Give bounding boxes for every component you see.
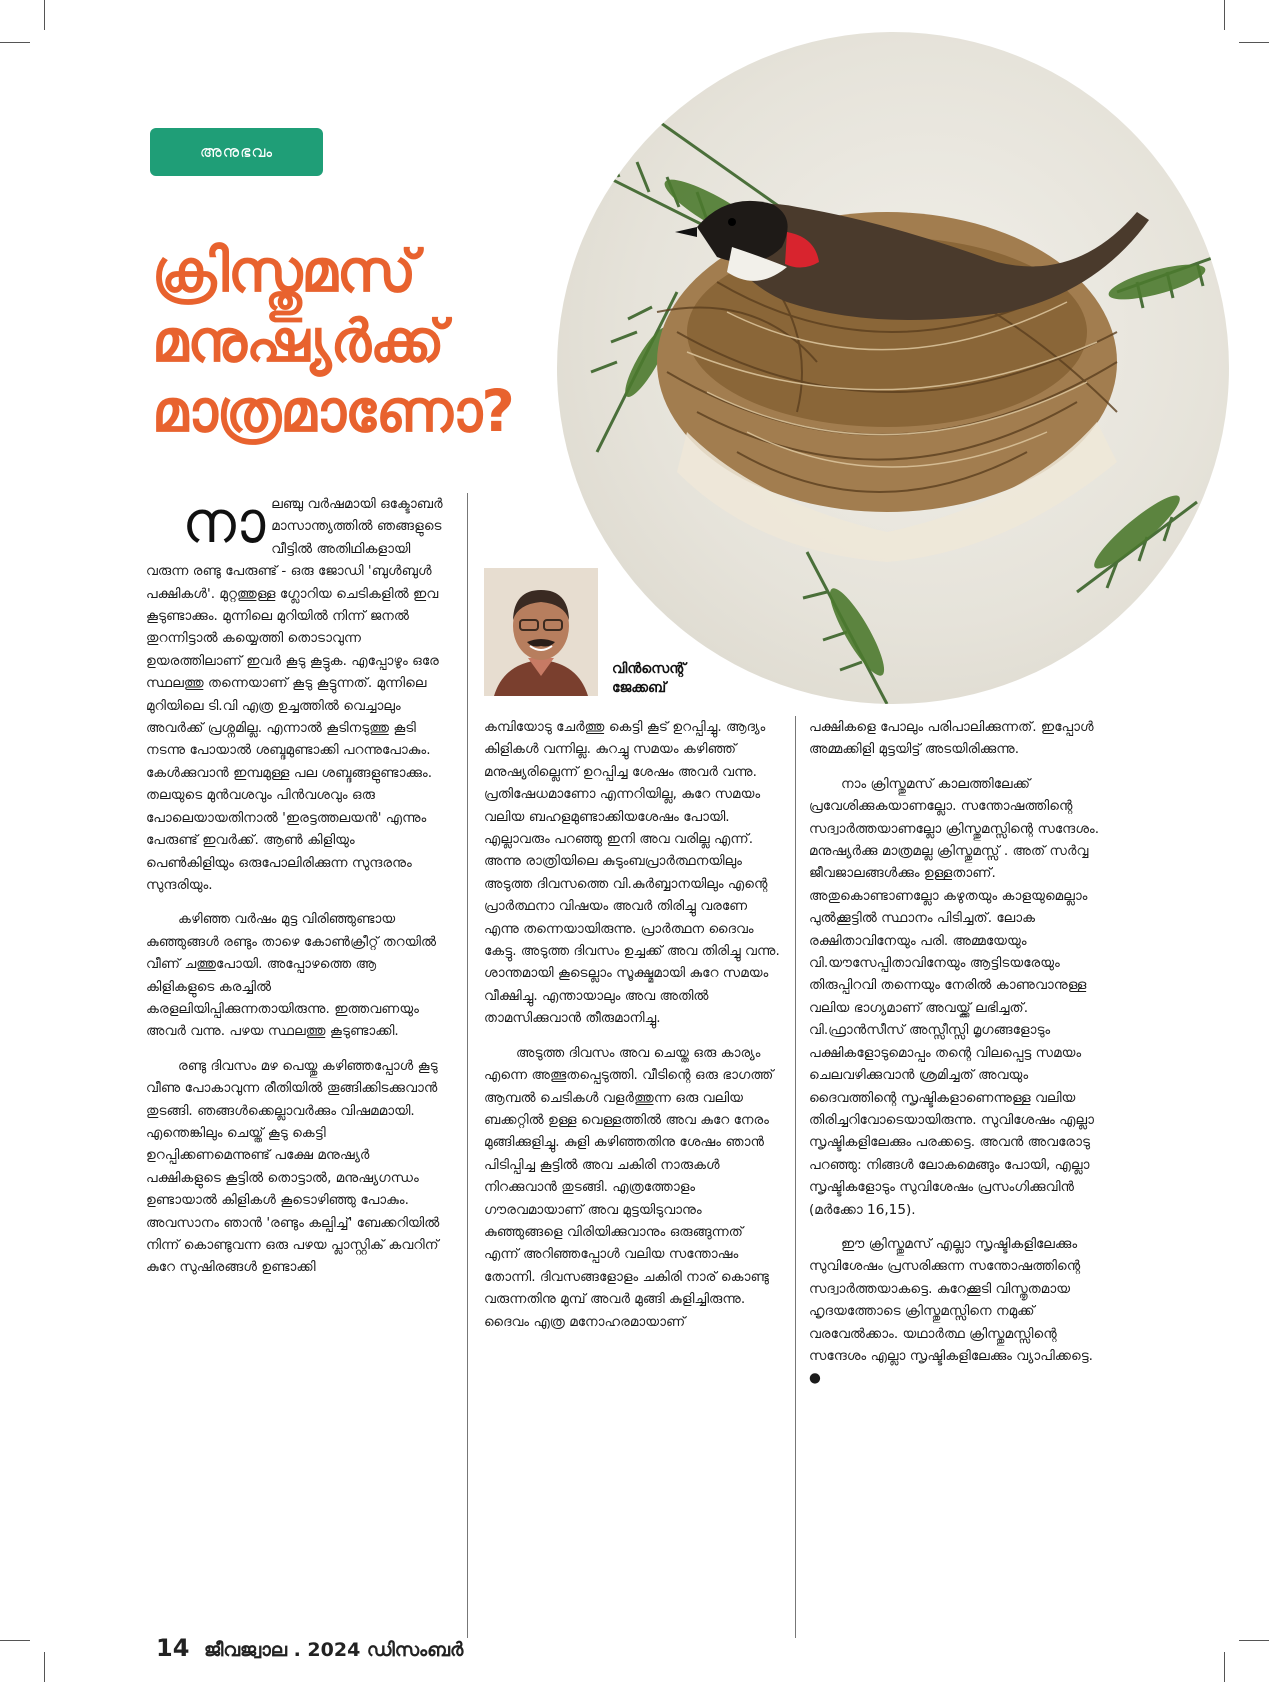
crop-mark xyxy=(44,1652,45,1682)
author-name-line: വിൻസെന്റ് xyxy=(612,661,686,677)
article-paragraph: ഈ ക്രിസ്തുമസ് എല്ലാ സൃഷ്ടികളിലേക്കും സുവിശേഷം പ്രസരിക്കുന്ന സന്തോഷത്തിന്റെ സദ്വാർത്തയാകട്ടെ. കുറേക്കൂടി വിസ്തൃതമായ ഹൃദയത്തോടെ ക്രിസ്തുമസ്സിനെ നമുക്ക് വരവേൽക്കാം. യഥാർത്ഥ ക്രിസ്തുമസ്സിന്റെ സന്ദേശം എല്ലാ സൃഷ്ടികളിലേക്കും വ്യാപിക്കട്ടെ. ● xyxy=(809,1235,1093,1387)
bulbul-nest-photo xyxy=(557,32,1229,704)
headline-line: മനുഷ്യർക്ക് xyxy=(152,307,444,375)
magazine-issue: ജീവജ്വാല . 2024 ഡിസംബർ xyxy=(204,1639,464,1661)
article-paragraph: അടുത്ത ദിവസം അവ ചെയ്ത ഒരു കാര്യം എന്നെ അത്ഭുതപ്പെടുത്തി. വീടിന്റെ ഒരു ഭാഗത്ത് ആമ്പൽ ചെടികൾ വളർത്തുന്ന ഒരു വലിയ ബക്കറ്റിൽ ഉള്ള വെള്ളത്തിൽ അവ കുറേ നേരം മുങ്ങിക്കുളിച്ചു. കുളി കഴിഞ്ഞതിനു ശേഷം ഞാൻ പിടിപ്പിച്ച കൂട്ടിൽ അവ ചകിരി നാരുകൾ നിറക്കുവാൻ തുടങ്ങി. എത്രത്തോളം ഗൗരവമായാണ് അവ മുട്ടയിടുവാനും കുഞ്ഞുങ്ങളെ വിരിയിക്കുവാനും ഒരുങ്ങുന്നത് എന്ന് അറിഞ്ഞപ്പോൾ വലിയ സന്തോഷം തോന്നി. ദിവസങ്ങളോളം ചകിരി നാര് കൊണ്ടു വരുന്നതിനു മുമ്പ് അവർ മുങ്ങി കുളിച്ചിരുന്നു. ദൈവം എത്ര മനോഹരമായാണ് xyxy=(484,1044,774,1330)
article-column-2 xyxy=(484,716,780,1345)
headline-line: ക്രിസ്തുമസ് xyxy=(152,237,416,305)
crop-mark xyxy=(44,0,45,30)
crop-mark xyxy=(1239,1640,1269,1641)
article-paragraph: രണ്ടു ദിവസം മഴ പെയ്തു കഴിഞ്ഞപ്പോൾ കൂടു വീണു പോകാവുന്ന രീതിയിൽ തൂങ്ങിക്കിടക്കുവാൻ തുടങ്ങി. ഞങ്ങൾക്കെല്ലാവർക്കും വിഷമമായി. എന്തെങ്കിലും ചെയ്ത് കൂടു കെട്ടി ഉറപ്പിക്കണമെന്നുണ്ട് പക്ഷേ മനുഷ്യർ പക്ഷികളുടെ കൂട്ടിൽ തൊട്ടാൽ, മനുഷ്യഗന്ധം ഉണ്ടായാൽ കിളികൾ കൂടൊഴിഞ്ഞു പോകും. അവസാനം ഞാൻ 'രണ്ടും കല്പിച്ച്' ബേക്കറിയിൽ നിന്ന് കൊണ്ടുവന്ന ഒരു പഴയ പ്ലാസ്റ്റിക് കവറിന് കുറേ സുഷിരങ്ങൾ ഉണ്ടാക്കി xyxy=(146,1057,440,1276)
crop-mark xyxy=(1239,42,1269,43)
article-paragraph xyxy=(146,488,446,896)
paragraph-text: ലഞ്ചു വർഷമായി ഒക്ടോബർ മാസാന്ത്യത്തിൽ ഞങ്ങളുടെ വീട്ടിൽ അതിഥികളായി വരുന്ന രണ്ടു പേരുണ്ട് - ഒരു ജോഡി 'ബുൾബുൾ പക്ഷികൾ'. മുറ്റത്തുള്ള ഗ്ലോറിയ ചെടികളിൽ ഇവ കൂടുണ്ടാക്കും. മുന്നിലെ മുറിയിൽ നിന്ന് ജനൽ തുറന്നിട്ടാൽ കയ്യെത്തി തൊടാവുന്ന ഉയരത്തിലാണ് ഇവർ കൂടു കൂട്ടുക. എപ്പോഴും ഒരേ സ്ഥലത്തു തന്നെയാണ് കൂടു കൂട്ടുന്നത്. മുന്നിലെ മുറിയിലെ ടി.വി എത്ര ഉച്ചത്തിൽ വെച്ചാലും അവർക്ക് പ്രശ്നമില്ല. എന്നാൽ കൂടിനടുത്തു കൂടി നടന്നു പോയാൽ ശബ്ദമുണ്ടാക്കി പറന്നുപോകും. കേൾക്കുവാൻ ഇമ്പമുള്ള പല ശബ്ദങ്ങളുണ്ടാക്കും. തലയുടെ മുൻവശവും പിൻവശവും ഒരു പോലെയായതിനാൽ 'ഇരട്ടത്തലയൻ' എന്നും പേരുണ്ട് ഇവർക്ക്. ആൺ കിളിയും പെൺകിളിയും ഒരുപോലിരിക്കുന്ന സുന്ദരനും സുന്ദരിയും. xyxy=(146,496,443,893)
article-column-1 xyxy=(146,488,446,1291)
page-number: 14 xyxy=(156,1634,190,1662)
nest-illustration xyxy=(557,32,1229,704)
column-divider xyxy=(467,493,468,1638)
article-paragraph: പക്ഷികളെ പോലും പരിപാലിക്കുന്നത്. ഇപ്പോൾ അമ്മക്കിളി മുട്ടയിട്ട് അടയിരിക്കുന്നു. xyxy=(809,719,1094,758)
author-name xyxy=(612,660,712,698)
article-paragraph: കഴിഞ്ഞ വർഷം മുട്ട വിരിഞ്ഞുണ്ടായ കുഞ്ഞുങ്ങൾ രണ്ടും താഴെ കോൺക്രീറ്റ് തറയിൽ വീണ് ചത്തുപോയി. അപ്പോഴത്തെ ആ കിളികളുടെ കരച്ചിൽ കരളലിയിപ്പിക്കുന്നതായിരുന്നു. ഇത്തവണയും അവർ വന്നു. പഴയ സ്ഥലത്തു കൂടുണ്ടാക്കി. xyxy=(146,911,437,1040)
article-column-3 xyxy=(809,716,1107,1402)
crop-mark xyxy=(1224,1652,1225,1682)
author-photo xyxy=(484,568,598,696)
article-paragraph: കമ്പിയോടു ചേർത്തു കെട്ടി കൂട് ഉറപ്പിച്ചു. ആദ്യം കിളികൾ വന്നില്ല. കുറച്ചു സമയം കഴിഞ്ഞ് മനുഷ്യരില്ലെന്ന് ഉറപ്പിച്ച ശേഷം അവർ വന്നു. പ്രതിഷേധമാണോ എന്നറിയില്ല, കുറേ സമയം വലിയ ബഹളമുണ്ടാക്കിയശേഷം പോയി. എല്ലാവരും പറഞ്ഞു ഇനി അവ വരില്ല എന്ന്. അന്നു രാത്രിയിലെ കുടുംബപ്രാർത്ഥനയിലും അടുത്ത ദിവസത്തെ വി.കുർബ്ബാനയിലും എന്റെ പ്രാർത്ഥനാ വിഷയം അവർ തിരിച്ചു വരണേ എന്നു തന്നെയായിരുന്നു. പ്രാർത്ഥന ദൈവം കേട്ടു. അടുത്ത ദിവസം ഉച്ചക്ക് അവ തിരിച്ചു വന്നു. ശാന്തമായി കൂടെല്ലാം സൂക്ഷ്മമായി കുറേ സമയം വീക്ഷിച്ചു. എന്തായാലും അവ അതിൽ താമസിക്കുവാൻ തീരുമാനിച്ചു. xyxy=(484,719,780,1027)
headline-line: മാത്രമാണോ? xyxy=(152,377,514,445)
crop-mark xyxy=(1224,0,1225,30)
headline xyxy=(152,236,562,446)
column-divider xyxy=(795,716,796,1638)
author-name-line: ജേക്കബ് xyxy=(612,680,667,696)
section-tag: അനുഭവം xyxy=(150,128,323,176)
article-paragraph: നാം ക്രിസ്തുമസ് കാലത്തിലേക്ക് പ്രവേശിക്കുകയാണല്ലോ. സന്തോഷത്തിന്റെ സദ്വാർത്തയാണല്ലോ ക്രിസ്തുമസ്സിന്റെ സന്ദേശം. മനുഷ്യർക്കു മാത്രമല്ല ക്രിസ്തുമസ്സ് . അത് സർവ്വ ജീവജാലങ്ങൾക്കും ഉള്ളതാണ്. അതുകൊണ്ടാണല്ലോ കഴുതയും കാളയുമെല്ലാം പുൽക്കൂട്ടിൽ സ്ഥാനം പിടിച്ചത്. ലോക രക്ഷിതാവിനേയും പരി. അമ്മയേയും വി.യൗസേപ്പിതാവിനേയും ആട്ടിടയരേയും തിരുപ്പിറവി തന്നെയും നേരിൽ കാണുവാനുള്ള വലിയ ഭാഗ്യമാണ് അവയ്ക്ക് ലഭിച്ചത്. വി.ഫ്രാൻസീസ് അസ്സീസ്സി മൃഗങ്ങളോടും പക്ഷികളോടുമൊപ്പം തന്റെ വിലപ്പെട്ട സമയം ചെലവഴിക്കുവാൻ ശ്രമിച്ചത് അവയും ദൈവത്തിന്റെ സൃഷ്ടികളാണെന്നുള്ള വലിയ തിരിച്ചറിവോടെയായിരുന്നു. സുവിശേഷം എല്ലാ സൃഷ്ടികളിലേക്കും പരക്കട്ടെ. അവൻ അവരോടു പറഞ്ഞു: നിങ്ങൾ ലോകമെങ്ങും പോയി, എല്ലാ സൃഷ്ടികളോടും സുവിശേഷം പ്രസംഗിക്കുവിൻ (മർക്കോ 16,15). xyxy=(809,775,1100,1218)
crop-mark xyxy=(0,42,30,43)
author-portrait xyxy=(484,568,598,696)
crop-mark xyxy=(0,1640,30,1641)
drop-cap: നാ xyxy=(182,488,264,556)
page-footer xyxy=(156,1634,463,1662)
